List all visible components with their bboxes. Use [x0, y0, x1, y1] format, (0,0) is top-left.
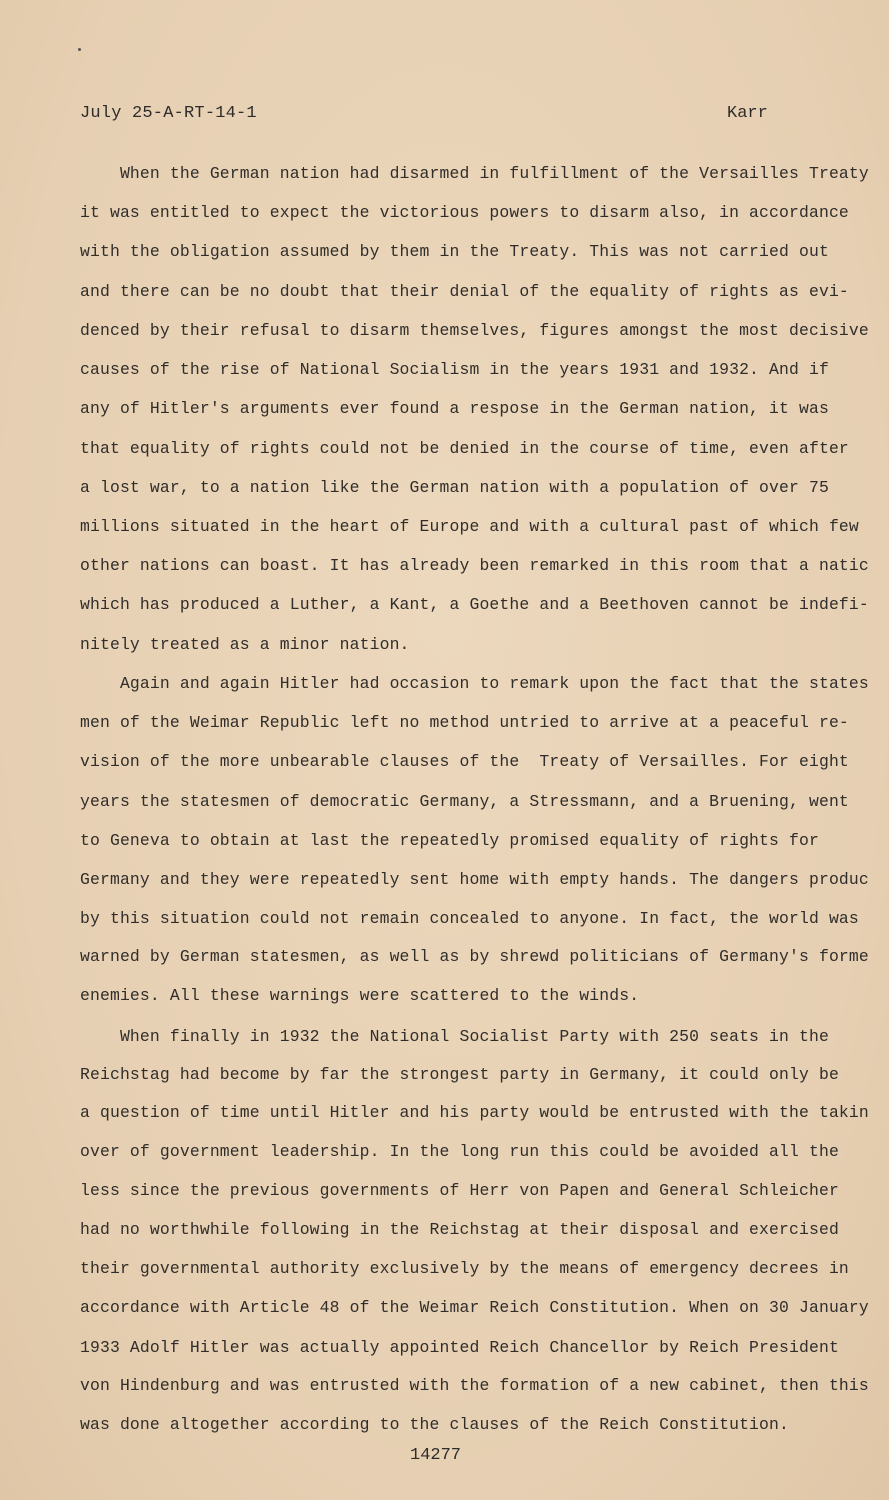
text-line: with the obligation assumed by them in the Treaty. This was not carried out: [80, 242, 829, 261]
text-line: by this situation could not remain concealed to anyone. In fact, the world was: [80, 909, 859, 928]
text-line: Germany and they were repeatedly sent home with empty hands. The dangers produc: [80, 870, 869, 889]
text-line: vision of the more unbearable clauses of the Treaty of Versailles. For eight: [80, 752, 849, 771]
text-line: men of the Weimar Republic left no method untried to arrive at a peaceful re-: [80, 713, 849, 732]
text-line: which has produced a Luther, a Kant, a Goethe and a Beethoven cannot be indefi-: [80, 595, 869, 614]
text-line: warned by German statesmen, as well as by shrewd politicians of Germany's forme: [80, 947, 869, 966]
text-line: and there can be no doubt that their denial of the equality of rights as evi-: [80, 282, 849, 301]
text-line: was done altogether according to the clauses of the Reich Constitution.: [80, 1415, 790, 1434]
text-line: nitely treated as a minor nation.: [80, 635, 410, 654]
text-line: enemies. All these warnings were scattered to the winds.: [80, 986, 640, 1005]
text-line: less since the previous governments of Herr von Papen and General Schleicher: [80, 1181, 839, 1200]
text-line: their governmental authority exclusively by the means of emergency decrees in: [80, 1259, 849, 1278]
author-name: Karr: [727, 104, 768, 123]
text-line: Again and again Hitler had occasion to remark upon the fact that the states: [80, 674, 869, 693]
page-number: 14277: [410, 1446, 462, 1465]
text-line: that equality of rights could not be denied in the course of time, even after: [80, 439, 849, 458]
text-line: over of government leadership. In the long run this could be avoided all the: [80, 1142, 839, 1161]
document-reference: July 25-A-RT-14-1: [80, 104, 257, 123]
text-line: any of Hitler's arguments ever found a respose in the German nation, it was: [80, 399, 829, 418]
text-line: causes of the rise of National Socialism in the years 1931 and 1932. And if: [80, 360, 829, 379]
text-line: von Hindenburg and was entrusted with the formation of a new cabinet, then this: [80, 1376, 869, 1395]
text-line: When finally in 1932 the National Socialist Party with 250 seats in the: [80, 1027, 829, 1046]
text-line: denced by their refusal to disarm themselves, figures amongst the most decisive: [80, 321, 869, 340]
text-line: When the German nation had disarmed in fulfillment of the Versailles Treaty: [80, 164, 869, 183]
text-line: other nations can boast. It has already been remarked in this room that a natic: [80, 556, 869, 575]
text-line: accordance with Article 48 of the Weimar Reich Constitution. When on 30 January: [80, 1298, 869, 1317]
text-line: millions situated in the heart of Europe and with a cultural past of which few: [80, 517, 859, 536]
text-line: a question of time until Hitler and his party would be entrusted with the takin: [80, 1103, 869, 1122]
text-line: it was entitled to expect the victorious powers to disarm also, in accordance: [80, 203, 849, 222]
text-line: years the statesmen of democratic Germany, a Stressmann, and a Bruening, went: [80, 792, 849, 811]
text-line: a lost war, to a nation like the German nation with a population of over 75: [80, 478, 829, 497]
text-line: 1933 Adolf Hitler was actually appointed Reich Chancellor by Reich President: [80, 1338, 839, 1357]
text-line: to Geneva to obtain at last the repeatedly promised equality of rights for: [80, 831, 819, 850]
text-line: Reichstag had become by far the strongest party in Germany, it could only be: [80, 1065, 839, 1084]
ink-speck: [78, 48, 81, 51]
text-line: had no worthwhile following in the Reichstag at their disposal and exercised: [80, 1220, 839, 1239]
